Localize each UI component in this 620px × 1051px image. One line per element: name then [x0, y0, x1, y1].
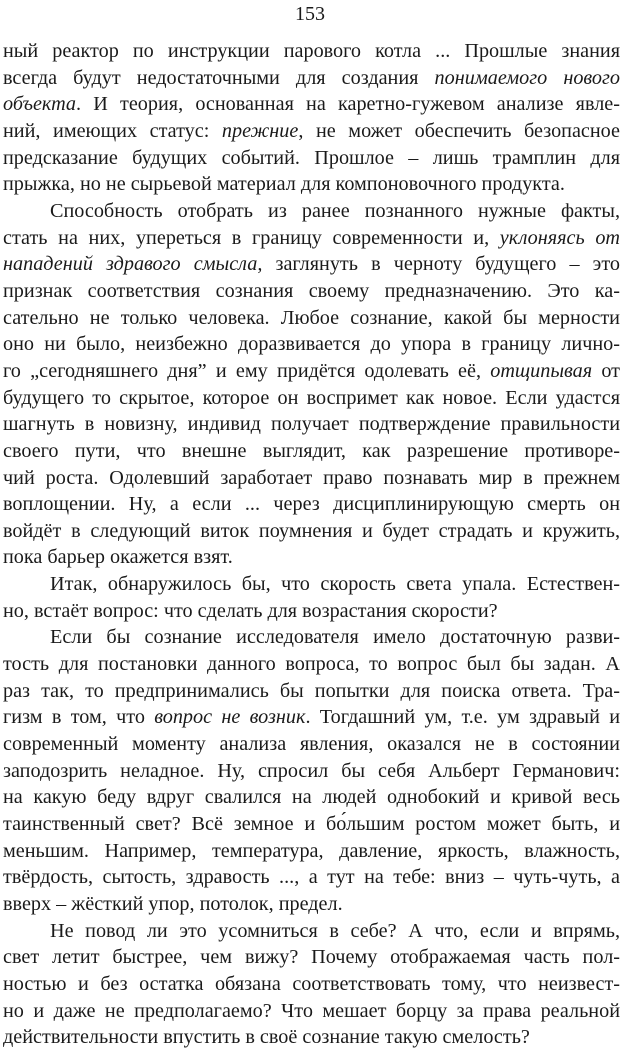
- text-line: [3, 678, 620, 705]
- italic-text: понимаемого нового: [434, 66, 620, 89]
- text-line: [3, 651, 620, 678]
- text-line: [3, 465, 620, 492]
- text-run: меньшим. Например, температура, давление, яркость, влажность,: [3, 839, 620, 862]
- italic-text: прежние: [221, 119, 299, 142]
- text-run: оно ни было, неизбежно доразвивается до упора в границу лично-: [3, 333, 620, 356]
- text-run: современный моменту анализа явления, оказался не в состоянии: [3, 733, 620, 756]
- text-run: Не повод ли это усомниться в себе? А что, если и впрямь,: [50, 919, 620, 942]
- text-line: [3, 38, 620, 65]
- text-line: [3, 411, 620, 438]
- text-line: [3, 891, 620, 918]
- text-line: [3, 624, 620, 651]
- text-line: [3, 918, 620, 945]
- text-run: будущего то скрытое, которое он воспримет как новое. Если удастся: [3, 386, 620, 409]
- text-line: [3, 385, 620, 412]
- text-line: [3, 145, 620, 172]
- text-run: Способность отобрать из ранее познанного нужные факты,: [50, 199, 620, 222]
- text-run: войдёт в следующий виток поумнения и будет страдать и кружить,: [3, 519, 620, 542]
- text-run: заподозрить неладное. Ну, спросил бы себя Альберт Германович:: [3, 759, 620, 782]
- text-run: признак соответствия сознания своему предназначению. Это ка-: [3, 279, 620, 302]
- text-run: Итак, обнаружилось бы, что скорость света упала. Естествен-: [50, 573, 620, 596]
- text-run: но, встаёт вопрос: что сделать для возрастания скорости?: [3, 599, 498, 622]
- italic-text: нападений здравого смысла,: [3, 253, 263, 276]
- text-line: [3, 305, 620, 332]
- text-line: [3, 491, 620, 518]
- text-line: [3, 838, 620, 865]
- text-run: свет летит быстрее, чем вижу? Почему отображаемая часть пол-: [3, 946, 620, 969]
- text-line: [3, 278, 620, 305]
- text-run: твёрдость, сытость, здравость ..., а тут на тебе: вниз – чуть-чуть, а: [3, 866, 620, 889]
- text-run: стать на них, упереться в границу современности и,: [3, 226, 500, 249]
- text-run: действительности впустить в своё сознание такую смелость?: [3, 1026, 530, 1049]
- text-line: [3, 198, 620, 225]
- text-run: гизм в том, что: [3, 706, 155, 729]
- text-line: [3, 65, 620, 92]
- text-line: [3, 1024, 620, 1051]
- text-run: , не может обеспечить безопасное: [298, 119, 620, 142]
- text-line: [3, 864, 620, 891]
- text-line: [3, 518, 620, 545]
- text-line: [3, 998, 620, 1025]
- text-line: [3, 731, 620, 758]
- text-line: [3, 598, 620, 625]
- text-run: ностью и без остатка обязана соответствовать тому, что неизвест-: [3, 972, 620, 995]
- italic-text: объекта: [3, 93, 77, 116]
- text-run: Если бы сознание исследователя имело достаточную разви-: [50, 626, 620, 649]
- text-line: [3, 704, 620, 731]
- text-line: [3, 91, 620, 118]
- text-run: пока барьер окажется взят.: [3, 546, 233, 569]
- text-line: [3, 971, 620, 998]
- italic-text: уклоняясь от: [499, 226, 620, 249]
- italic-text: вопрос не возник: [154, 706, 306, 729]
- text-run: сательно не только человека. Любое сознание, какой бы мерности: [3, 306, 620, 329]
- text-line: [3, 358, 620, 385]
- text-run: воплощении. Ну, а если ... через дисциплинирующую смерть он: [3, 493, 620, 516]
- text-run: . И теория, основанная на каретно-гужевом анализе явле-: [76, 93, 620, 116]
- page-number: 153: [295, 3, 325, 25]
- text-run: своего пути, что внешне выглядит, как разрешение противоре-: [3, 439, 620, 462]
- text-line: [3, 251, 620, 278]
- text-run: раз так, то предпринимались бы попытки для поиска ответа. Тра-: [3, 679, 620, 702]
- text-line: [3, 544, 620, 571]
- italic-text: отщипывая: [490, 359, 593, 382]
- text-run: предсказание будущих событий. Прошлое – лишь трамплин для: [3, 146, 620, 169]
- text-run: всегда будут недостаточными для создания: [3, 66, 435, 89]
- text-line: [3, 571, 620, 598]
- text-line: [3, 225, 620, 252]
- text-line: [3, 171, 620, 198]
- text-line: [3, 811, 620, 838]
- text-run: го „сегодняшнего дня” и ему придётся одолевать её,: [3, 359, 491, 382]
- text-line: [3, 944, 620, 971]
- text-run: от: [592, 359, 620, 382]
- text-run: . Тогдашний ум, т.е. ум здравый и: [305, 706, 620, 729]
- text-run: чий роста. Одолевший заработает право познавать мир в прежнем: [3, 466, 620, 489]
- text-line: [3, 118, 620, 145]
- text-run: таинственный свет? Всё земное и бо́льшим ростом может быть, и: [3, 813, 620, 836]
- text-run: прыжка, но не сырьевой материал для компоновочного продукта.: [3, 173, 565, 196]
- text-run: вверх – жёсткий упор, потолок, предел.: [3, 893, 343, 915]
- text-run: ный реактор по инструкции парового котла ... Прошлые знания: [3, 40, 620, 62]
- text-run: но и даже не предполагаемо? Что мешает борцу за права реальной: [3, 999, 620, 1022]
- text-line: [3, 784, 620, 811]
- text-line: [3, 758, 620, 785]
- body-text: [3, 38, 620, 1051]
- text-run: заглянуть в черноту будущего – это: [262, 253, 620, 276]
- text-run: ний, имеющих статус:: [3, 119, 222, 142]
- text-run: тость для постановки данного вопроса, то вопрос был бы задан. А: [3, 653, 620, 676]
- text-line: [3, 438, 620, 465]
- text-run: на какую беду вдруг свалился на людей однобокий и кривой весь: [3, 786, 620, 809]
- text-line: [3, 331, 620, 358]
- text-run: шагнуть в новизну, индивид получает подтверждение правильности: [3, 413, 620, 436]
